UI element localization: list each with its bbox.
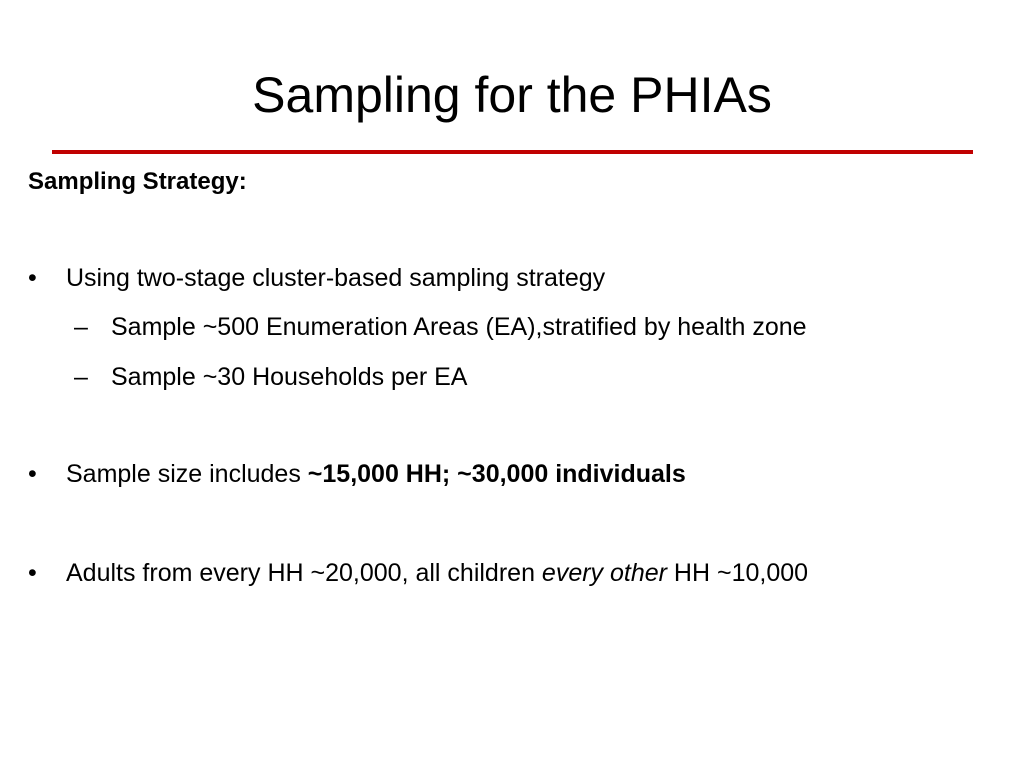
bullet-marker: •	[28, 559, 37, 587]
sub-bullet-text: Sample ~30 Households per EA	[111, 363, 468, 391]
title-underline	[52, 150, 973, 154]
bullet-text	[66, 458, 686, 490]
sub-bullet-text: Sample ~500 Enumeration Areas (EA),stratified by health zone	[111, 313, 807, 341]
sampling-strategy-heading: Sampling Strategy:	[28, 168, 247, 195]
bullet-text-suffix: HH ~10,000	[666, 559, 809, 587]
sub-bullet-marker: –	[74, 363, 88, 391]
bullet-marker: •	[28, 264, 37, 292]
slide-title: Sampling for the PHIAs	[252, 67, 772, 123]
bullet-text-prefix: Sample size includes	[66, 460, 308, 488]
bullet-text	[66, 557, 808, 589]
sub-bullet-marker: –	[74, 313, 88, 341]
bullet-text-bold: ~15,000 HH; ~30,000 individuals	[307, 460, 686, 488]
bullet-text: Using two-stage cluster-based sampling strategy	[66, 264, 606, 292]
bullet-text-prefix: Adults from every HH ~20,000, all children	[66, 559, 542, 587]
bullet-marker: •	[28, 460, 37, 488]
bullet-text-italic: every other	[541, 559, 667, 587]
